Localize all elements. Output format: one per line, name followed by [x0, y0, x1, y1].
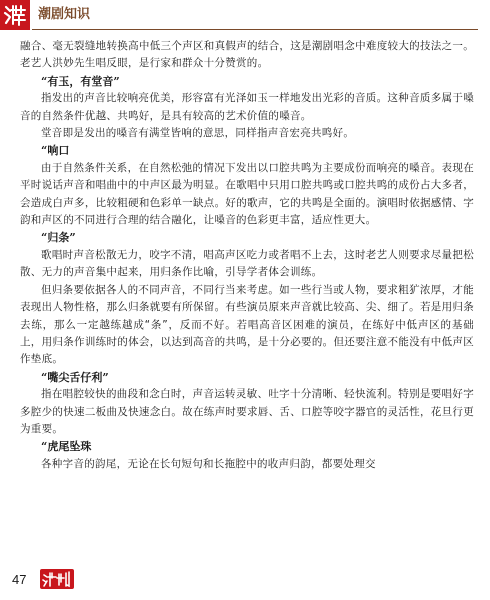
term-heading: “归条” — [41, 231, 76, 245]
page-header — [0, 0, 490, 30]
term-heading: “响口 — [41, 144, 70, 158]
term-heading: “有玉，有堂音” — [41, 74, 120, 88]
chaoju-seal-logo — [0, 0, 30, 30]
chaoju-footer-logo — [40, 569, 74, 589]
section-title: 潮剧知识 — [38, 7, 91, 22]
body-paragraph: 指在唱腔较快的曲段和念白时，声音运转灵敏、吐字十分清晰、轻快流利。特别是要唱好字多腔少的快速二板曲及快速念白。故在练声时要求唇、舌、口腔等咬字器官的灵活性，花旦行更为重要。 — [20, 388, 474, 435]
body-paragraph: 由于自然条件关系，在自然松弛的情况下发出以口腔共鸣为主要成份而响亮的嗓音。表现在平时说话声音和唱曲中的中声区最为明显。在歌唱中只用口腔共鸣或口腔共鸣的成份占大多者，会造成白声多，比较粗硬和色彩单一缺点。好的歌声，它的共鸣是全面的。演唱时依据感情、字韵和声区的不同进行合理的结合融化，让嗓音的色彩更丰富，适应性更大。 — [20, 161, 474, 227]
page-number: 47 — [12, 572, 27, 587]
body-paragraph: 歌唱时声音松散无力，咬字不清，唱高声区吃力或者唱不上去，这时老艺人则要求尽量把松散、无力的声音集中起来，用归条作比喻，引导学者体会训练。 — [20, 248, 474, 279]
body-paragraph: 融合、毫无裂缝地转换高中低三个声区和真假声的结合，这是潮剧唱念中难度较大的技法之一。老艺人洪妙先生唱反眼，是行家和群众十分赞赏的。 — [20, 40, 474, 70]
body-paragraph: 但归条要依据各人的不同声音，不同行当来考虑。如一些行当或人物，要求粗犷浓厚，才能表现出人物性格，那么归条就要有所保留。有些演员原来声音就比较高、尖、细了。若是用归条去练，那么一定越练越成“条”，反而不好。若唱高音区困难的演员，在练好中低声区的基础上，用归条作训练时的体会，以达到高音的共鸣，是十分必要的。但还要注意不能没有中低声区作垫底。 — [20, 283, 474, 366]
body-paragraph: 指发出的声音比较响亮优美，形容富有光泽如玉一样地发出光彩的音质。这种音质多属于嗓音的自然条件优越、共鸣好，是具有较高的艺术价值的嗓音。 — [20, 92, 474, 122]
article-body — [20, 38, 474, 473]
footer-logo-glyph-icon — [40, 569, 74, 589]
body-paragraph: 堂音即是发出的嗓音有满堂皆响的意思，同样指声音宏亮共鸣好。 — [41, 127, 355, 140]
term-heading: “虎尾坠珠 — [41, 440, 92, 454]
header-divider — [32, 29, 478, 30]
term-heading: “嘴尖舌仔利” — [41, 370, 109, 384]
seal-glyph-icon — [2, 2, 28, 28]
body-paragraph: 各种字音的韵尾，无论在长句短句和长拖腔中的收声归韵，都要处理交 — [41, 457, 376, 470]
